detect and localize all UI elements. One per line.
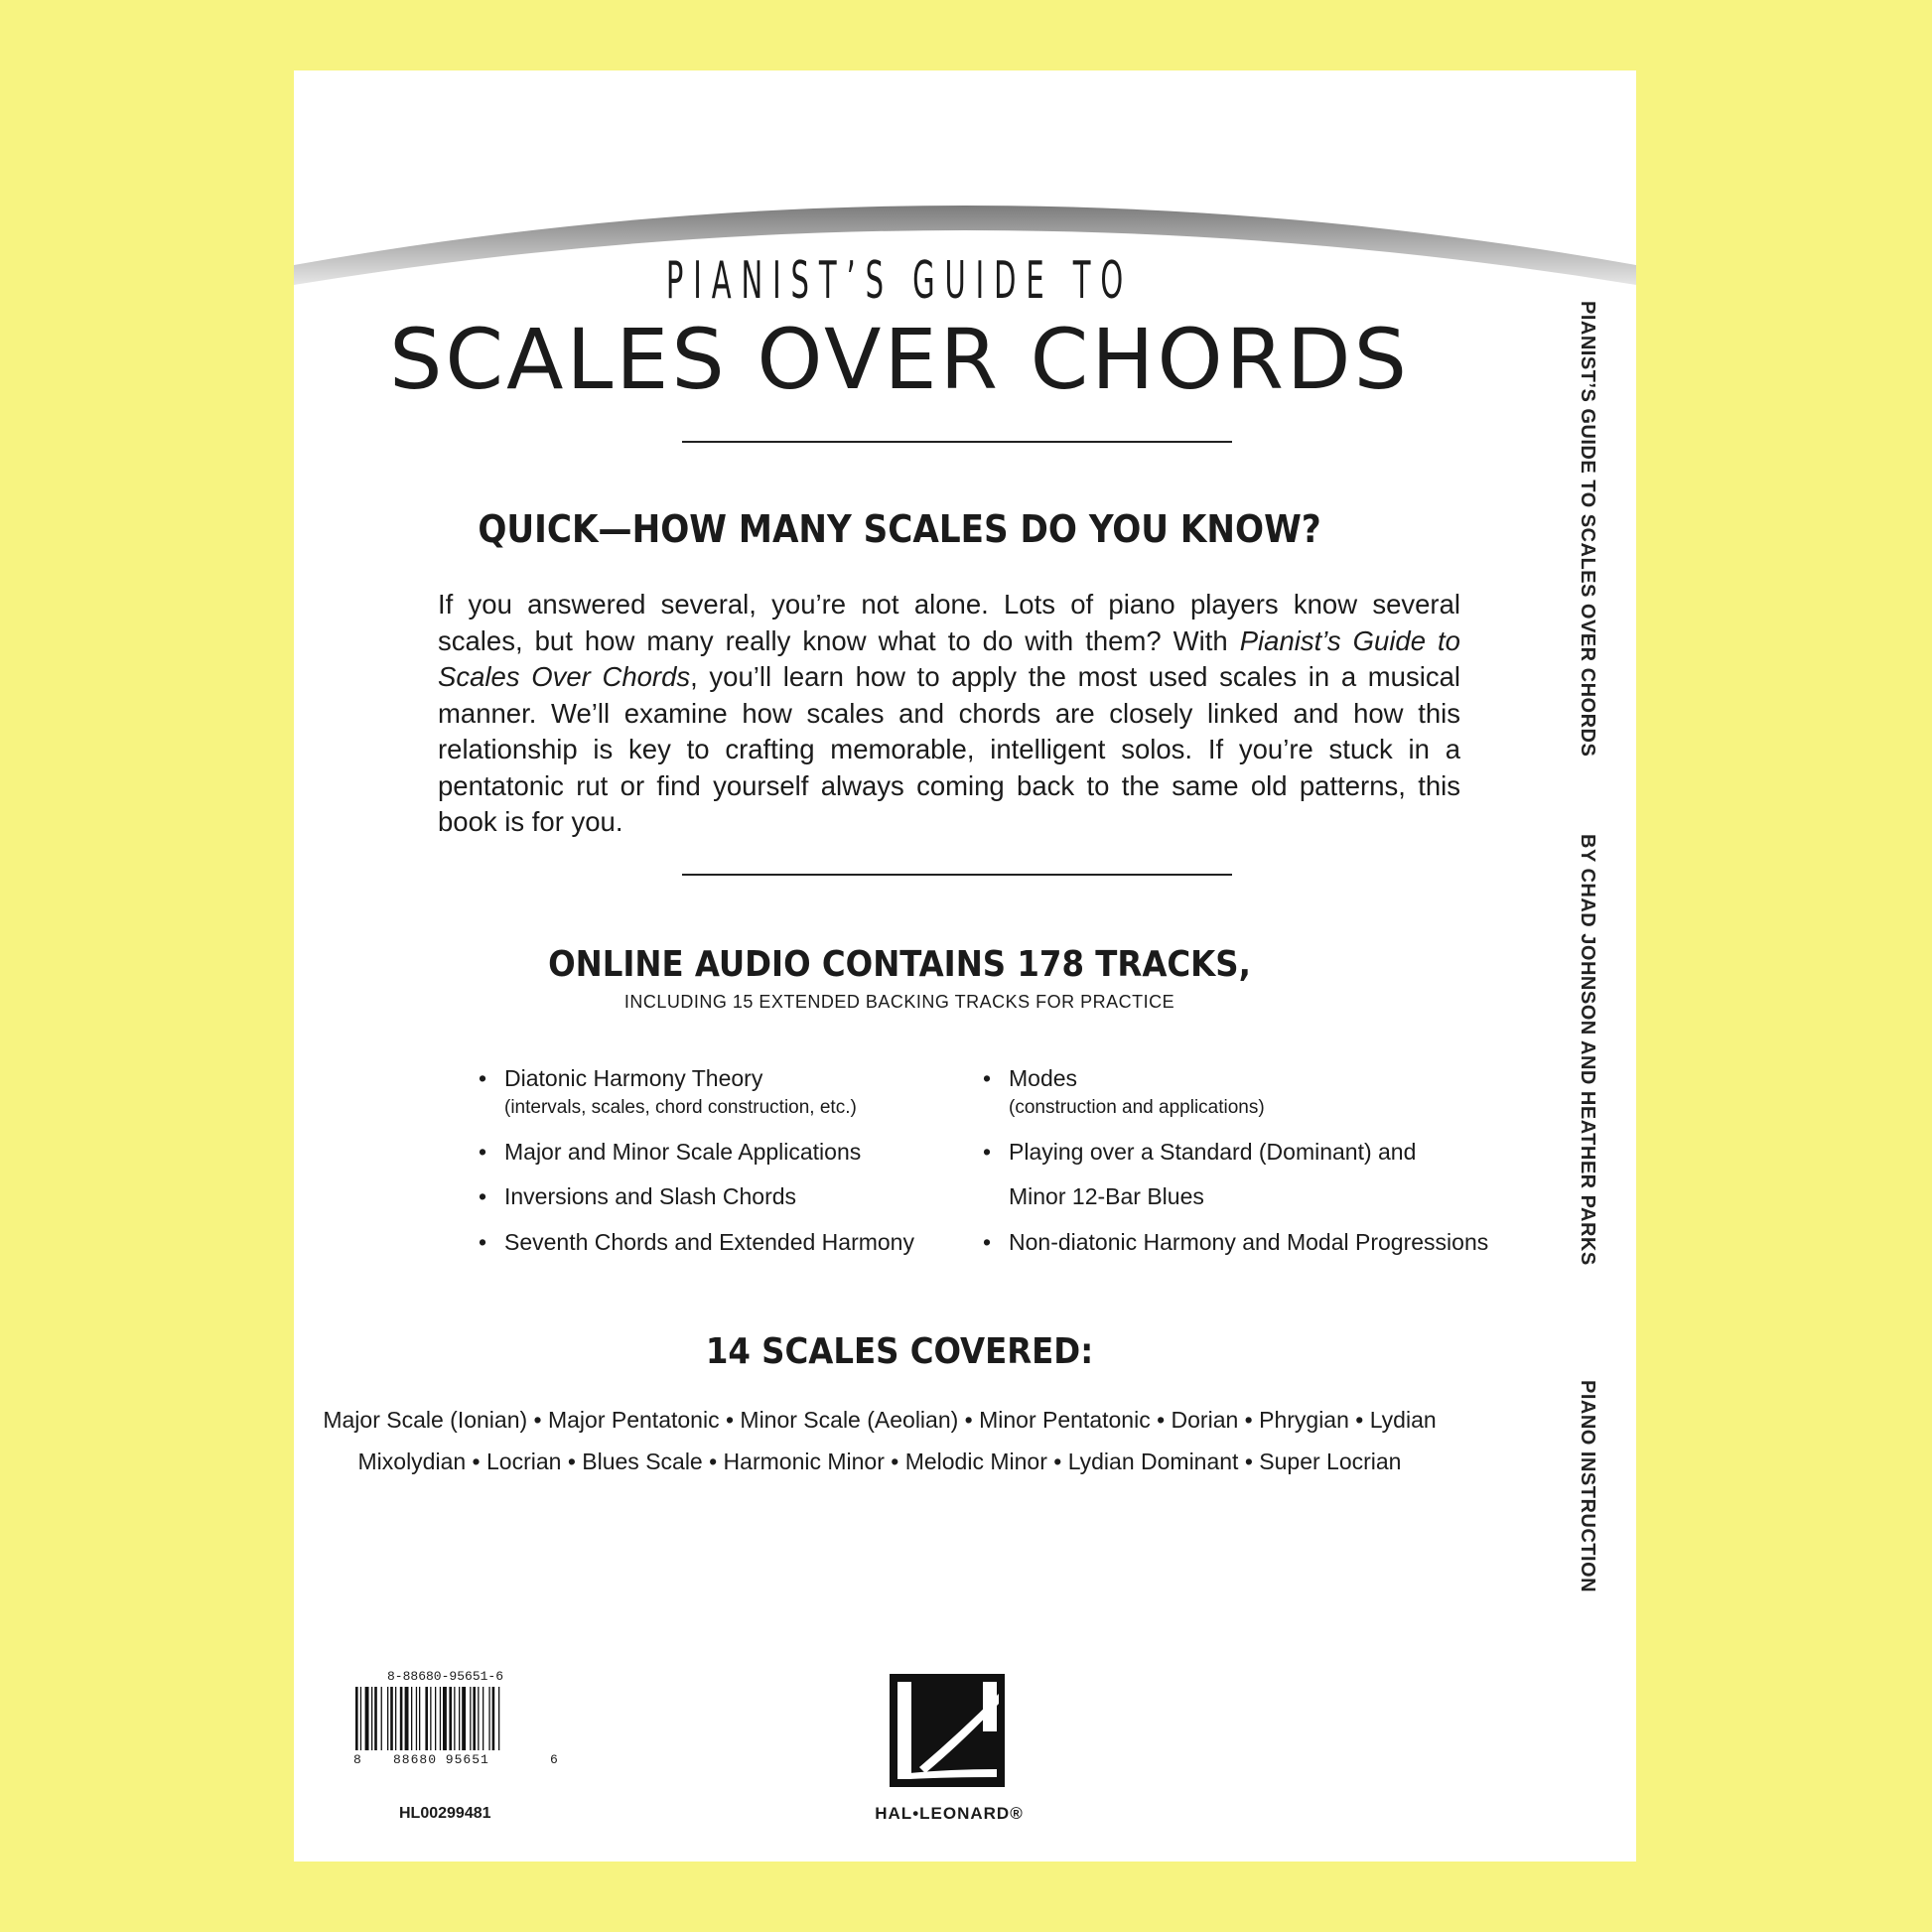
feature-note: (intervals, scales, chord construction, etc.)	[504, 1097, 857, 1118]
back-cover	[294, 70, 1636, 1862]
feature-item	[479, 1227, 941, 1257]
feature-text: Seventh Chords and Extended Harmony	[504, 1229, 914, 1255]
middle-divider	[682, 874, 1232, 876]
blurb-book-title: Pianist’s Guide to Scales Over Chords	[438, 624, 1460, 692]
barcode-bar	[454, 1687, 455, 1750]
feature-item	[983, 1227, 1525, 1257]
barcode-right-digit: 6	[550, 1752, 558, 1767]
barcode-bar	[395, 1687, 396, 1750]
product-code: HL00299481	[399, 1805, 491, 1822]
top-divider	[682, 441, 1232, 443]
barcode-bar	[374, 1687, 377, 1750]
barcode-top-number: 8-88680-95651-6	[387, 1669, 504, 1684]
barcode-bars	[353, 1687, 552, 1754]
spine-authors: BY CHAD JOHNSON AND HEATHER PARKS	[1577, 834, 1598, 1266]
barcode-bar	[400, 1687, 403, 1750]
bullet: •	[983, 1139, 992, 1165]
audio-subheading: INCLUDING 15 EXTENDED BACKING TRACKS FOR PRACTICE	[623, 992, 1175, 1012]
bullet: •	[479, 1183, 487, 1209]
feature-item	[479, 1137, 941, 1167]
feature-item	[479, 1063, 941, 1123]
feature-item-continued	[1009, 1181, 1525, 1211]
feature-text: Minor 12-Bar Blues	[1009, 1183, 1204, 1209]
spine-category: PIANO INSTRUCTION	[1577, 1380, 1598, 1593]
audio-heading: ONLINE AUDIO CONTAINS 178 TRACKS,	[548, 944, 1251, 985]
barcode-left-digit: 8	[353, 1752, 361, 1767]
main-title: SCALES OVER CHORDS	[389, 311, 1410, 408]
barcode-bar	[405, 1687, 409, 1750]
barcode-bar	[365, 1687, 369, 1750]
spine-title: PIANIST’S GUIDE TO SCALES OVER CHORDS	[1577, 301, 1598, 758]
bullet: •	[479, 1139, 487, 1165]
barcode-bar	[371, 1687, 372, 1750]
scales-list-line-2: Mixolydian • Locrian • Blues Scale • Harmonic Minor • Melodic Minor • Lydian Dominant • Super Locrian	[357, 1449, 1402, 1474]
barcode-bar	[416, 1687, 417, 1750]
barcode-bar	[449, 1687, 452, 1750]
feature-text: Playing over a Standard (Dominant) and	[1009, 1139, 1417, 1165]
feature-text: Major and Minor Scale Applications	[504, 1139, 862, 1165]
feature-item	[479, 1181, 941, 1211]
barcode-bar	[440, 1687, 441, 1750]
blurb-part-2: , you’ll learn how to apply the most used scales in a musical manner. We’ll examine how scales and chords are closely linked and how this relationship is key to crafting memorable, intelligent solos. If you’re stuck in a pentatonic rut or find yourself always coming back to the same old patterns, this book is for you.	[438, 661, 1460, 837]
barcode-bar	[492, 1687, 495, 1750]
blurb-part-1: If you answered several, you’re not alone. Lots of piano players know several scales, but how many really know what to do with them? With	[438, 589, 1460, 656]
barcode-middle-digits: 88680 95651	[393, 1752, 489, 1767]
publisher-name: HAL•LEONARD®	[875, 1804, 1024, 1823]
barcode-bar	[390, 1687, 393, 1750]
barcode-bar	[459, 1687, 460, 1750]
feature-text: Non-diatonic Harmony and Modal Progressions	[1009, 1229, 1489, 1255]
barcode-bar	[498, 1687, 499, 1750]
bullet: •	[983, 1065, 992, 1091]
barcode-bar	[425, 1687, 428, 1750]
scales-heading: 14 SCALES COVERED:	[705, 1331, 1094, 1372]
barcode-bar	[355, 1687, 358, 1750]
barcode-bar	[411, 1687, 412, 1750]
bullet: •	[479, 1065, 487, 1091]
barcode-bar	[430, 1687, 431, 1750]
feature-text: Inversions and Slash Chords	[504, 1183, 797, 1209]
barcode-bar	[473, 1687, 476, 1750]
bullet: •	[479, 1229, 487, 1255]
barcode-bar	[360, 1687, 361, 1750]
barcode-bar	[381, 1687, 382, 1750]
barcode-bar	[419, 1687, 420, 1750]
barcode-bar	[387, 1687, 388, 1750]
feature-item	[983, 1063, 1525, 1123]
barcode-bar	[488, 1687, 489, 1750]
feature-note: (construction and applications)	[1009, 1097, 1265, 1118]
scales-list-line-1: Major Scale (Ionian) • Major Pentatonic • Minor Scale (Aeolian) • Minor Pentatonic • Dorian • Phrygian • Lydian	[323, 1407, 1437, 1433]
barcode-bar	[470, 1687, 471, 1750]
barcode-bar	[478, 1687, 479, 1750]
hal-leonard-logo-icon	[890, 1674, 1005, 1787]
pre-title: PIANIST’S GUIDE TO	[665, 251, 1134, 311]
question-heading: QUICK—HOW MANY SCALES DO YOU KNOW?	[478, 507, 1321, 551]
barcode-bar	[443, 1687, 447, 1750]
feature-text: Modes	[1009, 1065, 1078, 1091]
feature-item	[983, 1137, 1525, 1167]
barcode-bar	[462, 1687, 466, 1750]
description-paragraph	[438, 587, 1460, 841]
barcode-bar	[435, 1687, 436, 1750]
bullet: •	[983, 1229, 992, 1255]
feature-text: Diatonic Harmony Theory	[504, 1065, 763, 1091]
